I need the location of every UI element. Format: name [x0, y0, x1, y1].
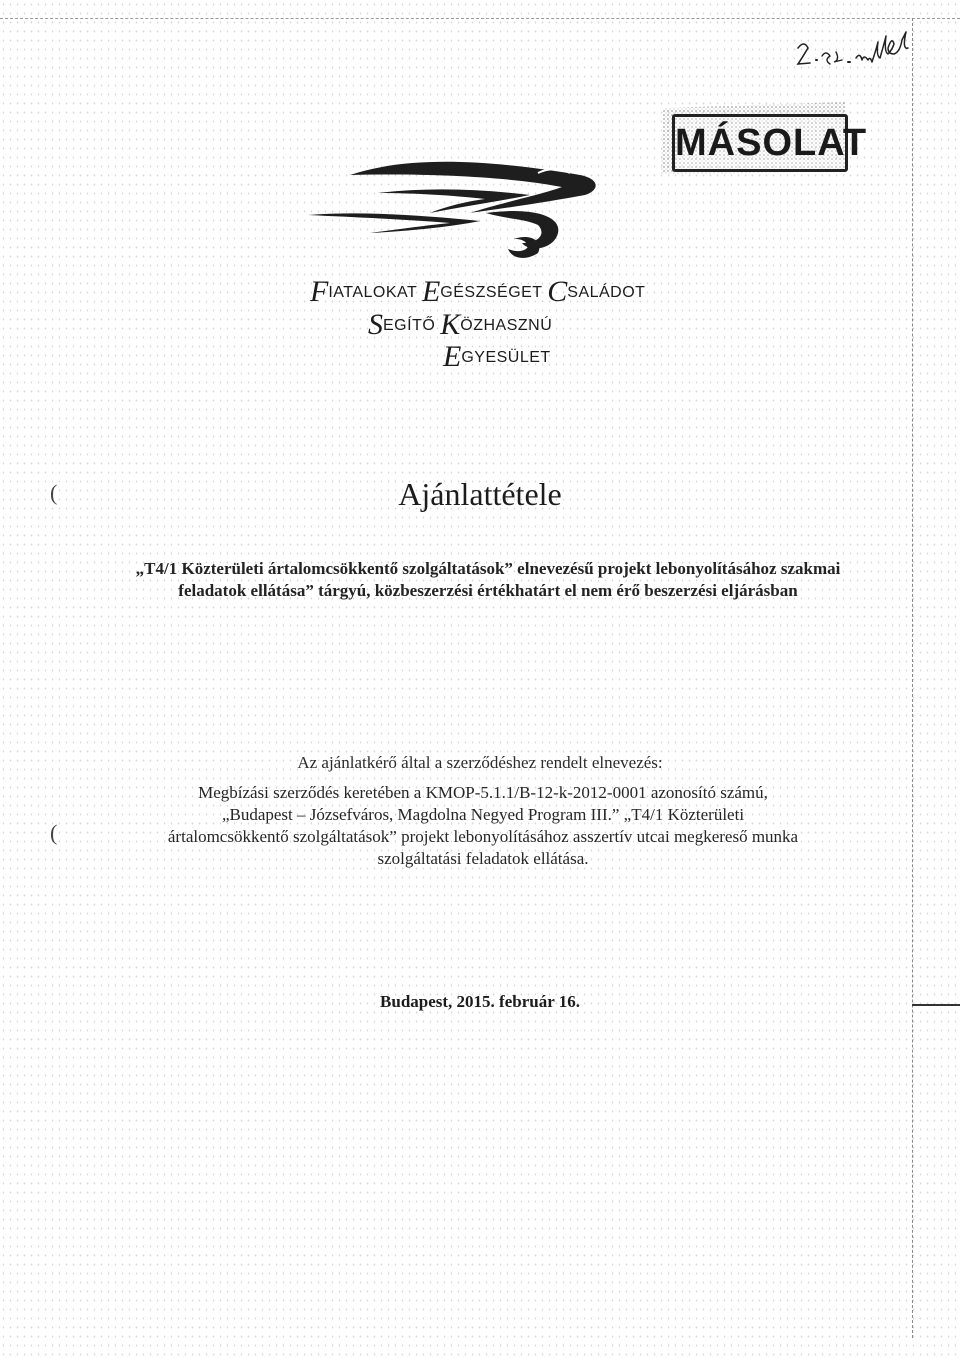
handwritten-note	[710, 26, 910, 76]
margin-mark: (	[50, 480, 58, 505]
organization-logo	[300, 115, 610, 265]
scan-edge-top	[0, 18, 960, 20]
contract-name-line: Megbízási szerződés keretében a KMOP-5.1.1/B-12-k-2012-0001 azonosító számú,	[198, 783, 768, 802]
organization-name-line-3: EGYESÜLET	[443, 340, 551, 373]
contract-name-line: ártalomcsökkentő szolgáltatások” projekt lebonyolításához asszertív utcai megkereső munka	[167, 827, 799, 846]
contract-name-label: Az ajánlatkérő által a szerződéshez rendelt elnevezés:	[297, 753, 663, 772]
organization-name-line-2: SEGÍTŐ KÖZHASZNÚ	[368, 308, 553, 341]
document-title: Ajánlattétele	[398, 476, 562, 512]
contract-name-line: szolgáltatási feladatok ellátása.	[377, 849, 589, 868]
contract-name-line: „Budapest – Józsefváros, Magdolna Negyed Program III.” „T4/1 Közterületi	[221, 805, 745, 824]
organization-name-line-1: FIATALOKAT EGÉSZSÉGET CSALÁDOT	[310, 275, 646, 308]
margin-mark: (	[50, 820, 58, 845]
place-date-text: Budapest, 2015. február 16.	[380, 992, 580, 1011]
place-and-date	[0, 992, 960, 1012]
contract-name	[133, 782, 833, 870]
procurement-subject: „T4/1 Közterületi ártalomcsökkentő szolgáltatások” elnevezésű projekt lebonyolításához szakmai feladatok ellátása” tárgyú, közbeszerzési értékhatárt el nem érő beszerzési eljárásban	[135, 559, 841, 600]
copy-stamp: MÁSOLAT	[672, 114, 848, 172]
scan-edge-right	[912, 18, 914, 1338]
